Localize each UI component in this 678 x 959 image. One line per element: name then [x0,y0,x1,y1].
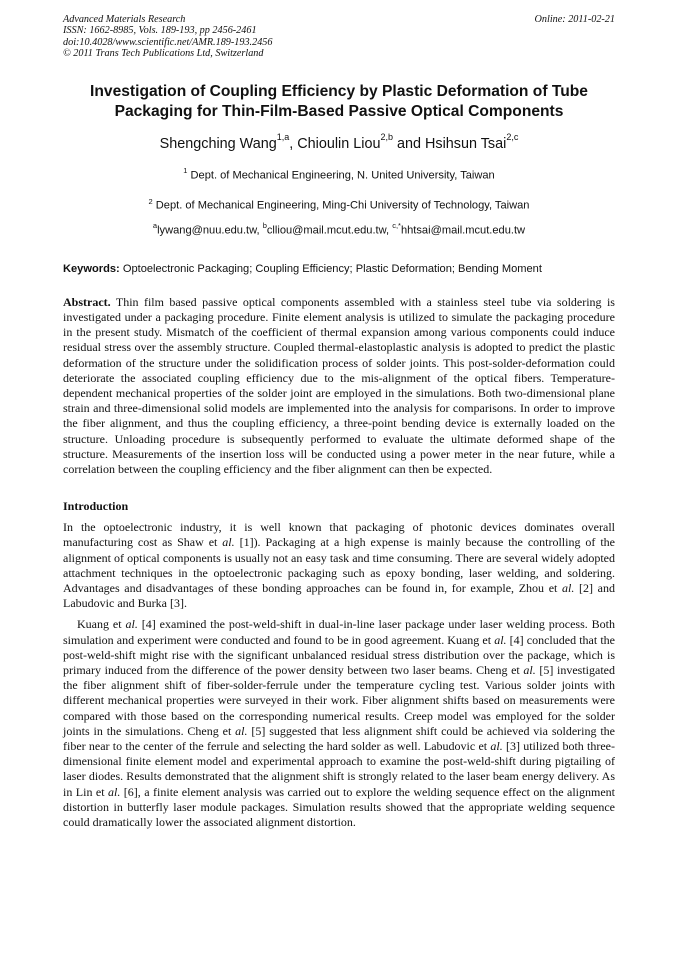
keywords [63,262,615,276]
italic-text: al. [125,617,138,632]
author-name: Shengching Wang [159,135,277,152]
italic-text: al. [235,723,248,738]
email-address: lywang@nuu.edu.tw, [157,224,263,237]
journal-name: Advanced Materials Research [63,14,186,25]
paragraph-text: [3] utilized both three-dimensional finite element model and experimental approach to examine the post-weld-shift during pigtailing of laser diodes. Results demonstrated that the alignment shift is strongly related to the laser beam energy delivery. As in Lin et [63,738,616,799]
paragraph-text: [5] suggested that less alignment shift could be achieved via soldering the fiber near to the center of the ferrule and selecting the hard solder as well. Labudovic et [63,723,615,753]
title-line-2: Packaging for Thin-Film-Based Passive Optical Components [114,102,564,120]
affiliation-mark: 2 [148,196,153,206]
journal-header [63,14,615,60]
doi-line: doi:10.4028/www.scientific.net/AMR.189-193.2456 [63,36,273,48]
paragraph-text: [2] and Labudovic and Burka [3]. [63,580,615,611]
author-affil-mark: 2,c [506,132,519,143]
paragraph-text: Kuang et [77,617,126,632]
italic-text: al. [562,580,575,595]
title-line-1: Investigation of Coupling Efficiency by Plastic Deformation of Tube [90,82,588,100]
affiliation-mark: 1 [183,165,188,175]
abstract-text: Thin film based passive optical components assembled with a stainless steel tube via soldering is investigated under a packaging procedure. Finite element analysis is utilized to simulate the packaging procedure in the present study. Mismatch of the coefficient of thermal expansion among various components could induce residual stress over the assembly structure. Coupled thermal-elastoplastic analysis is adopted to predict the plastic deformation of the structure under the solidification process of solder joints. This post-solder-deformation could deteriorate the associated coupling efficiency due to the mis-alignment of the optical fibers. Temperature-dependent mechanical properties of the solder joint are employed in the simulations. Both two-dimensional plane strain and three-dimensional solid models are implemented into the analysis for comparisons. In order to improve the fiber alignment, and thus the coupling efficiency, a three-point bending device is externally loaded on the structure. Unloading procedure is subsequently performed to evaluate the ultimate deformed shape of the structure. Measurements of the insertion loss will be conducted using a power meter in the near future, while a correlation between the coupling efficiency and the fiber alignment can then be expected. [63,294,615,476]
author-separator: and [392,135,425,152]
paragraph-text: [4] concluded that the post-weld-shift might rise with the significant unbalanced residual stress distribution over the package, which is primary induced from the difference of the power density between two laser beams. Cheng et [63,632,615,677]
author-affil-mark: 1,a [276,132,290,143]
email-mark: a [152,221,158,231]
paragraph-text: [4] examined the post-weld-shift in dual-in-line laser package under laser welding process. Both simulation and experiment were conducted and found to be in good agreement. Kuang et [63,617,616,647]
online-date: Online: 2011-02-21 [534,14,615,25]
keywords-label: Keywords: [63,262,120,275]
keywords-text: Optoelectronic Packaging; Coupling Efficiency; Plastic Deformation; Bending Moment [122,262,542,275]
introduction-paragraph-1 [63,520,615,611]
author-affil-mark: 2,b [380,132,393,143]
author-name: Hsihsun Tsai [424,135,507,152]
copyright-line: © 2011 Trans Tech Publications Ltd, Switzerland [63,48,264,60]
paragraph-text: In the optoelectronic industry, it is well known that packaging of photonic devices dominates overall manufacturing cost as Shaw et [63,520,615,550]
issn-line: ISSN: 1662-8985, Vols. 189-193, pp 2456-2461 [63,25,257,37]
introduction-paragraph-2 [63,617,615,830]
introduction-heading: Introduction [63,499,129,514]
abstract-label: Abstract. [63,294,111,309]
affiliation-2 [63,195,615,213]
author-name: Chioulin Liou [297,135,381,152]
italic-text: al. [108,784,121,799]
abstract [63,295,615,477]
author-separator: , [289,135,298,152]
affiliation-text: Dept. of Mechanical Engineering, N. United University, Taiwan [190,169,495,182]
italic-text: al. [494,632,507,647]
email-mark: c,* [392,221,401,231]
paragraph-text: [5] investigated the fiber alignment shift of fiber-solder-ferrule under the temperature cycling test. Various solder joints with different mechanical properties were surveyed in their work. Fiber alignment shifts based on measurements were compared with those based on the corresponding numerical results. Creep model was employed for the solder joints in the simulations. Cheng et [63,662,615,738]
paper-page [63,14,615,830]
affiliation-text: Dept. of Mechanical Engineering, Ming-Chi University of Technology, Taiwan [155,200,530,212]
affiliation-1 [63,165,615,183]
author-list [63,132,615,153]
email-address: clliou@mail.mcut.edu.tw, [266,224,393,237]
paragraph-text: [6], a finite element analysis was carried out to explore the welding sequence effect on the alignment distortion in butterfly laser module packages. Simulation results showed that the appropriate welding sequence could dramatically lower the associated alignment distortion. [63,784,615,829]
email-mark: b [262,221,267,231]
email-address: hhtsai@mail.mcut.edu.tw [400,224,526,237]
paper-title [63,82,615,122]
author-emails [63,220,615,238]
italic-text: al. [523,662,536,677]
paragraph-text: [1]). Packaging at a high expense is mainly because the controlling of the alignment of optical components is usually not an easy task and time consuming. There are several widely adopted attachment techniques in the optoelectronic packaging such as epoxy bonding, laser welding, and soldering. Advantages and disadvantages of these bonding approaches can be found in, for example, Zhou et [63,535,615,595]
italic-text: al. [490,738,503,753]
italic-text: al. [222,535,235,550]
